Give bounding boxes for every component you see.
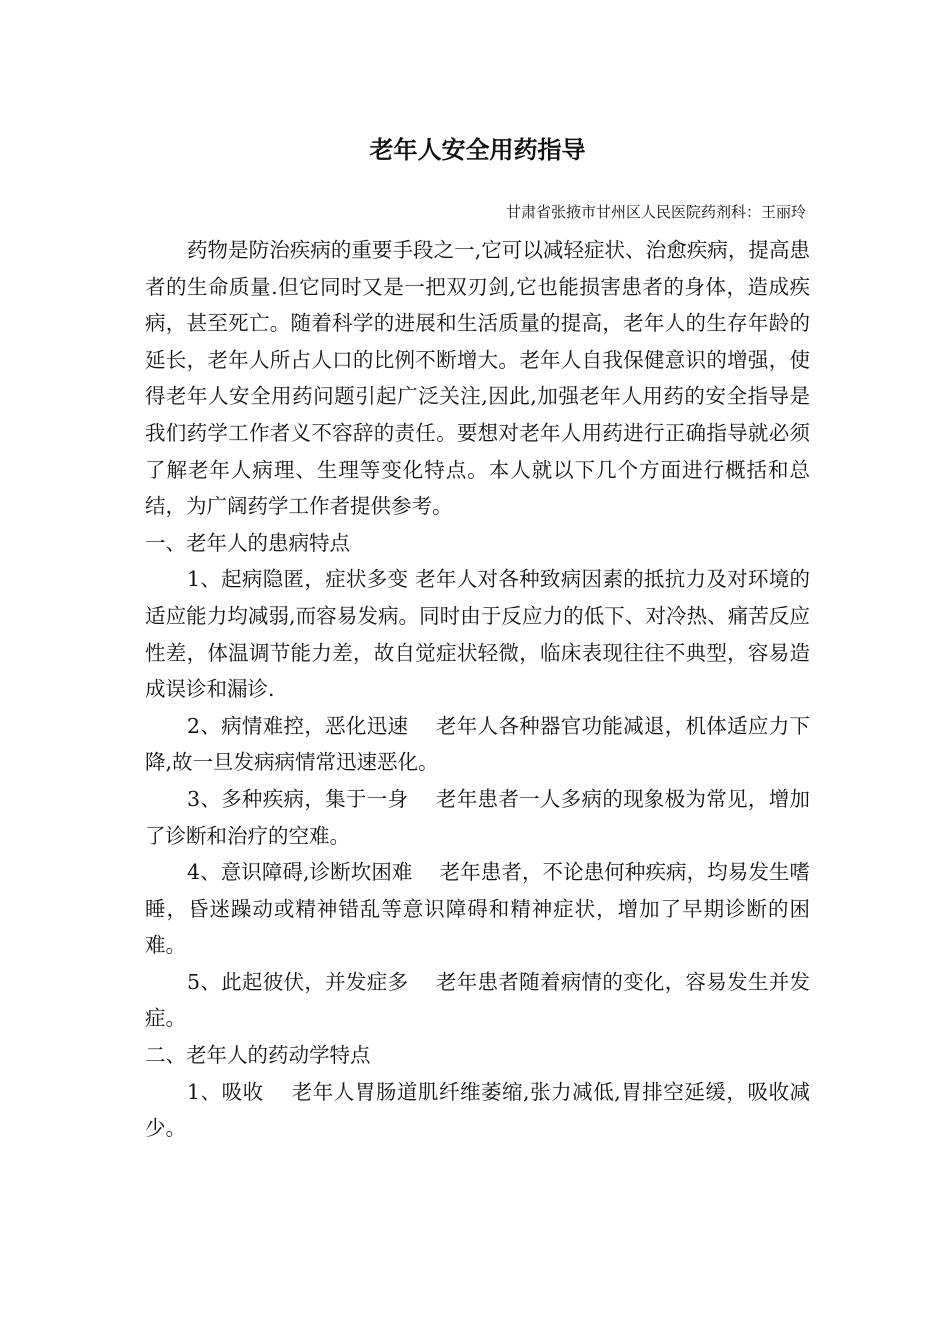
intro-paragraph: 药物是防治疾病的重要手段之一,它可以减轻症状、治愈疾病，提高患者的生命质量.但它同时又是一把双刃剑,它也能损害患者的身体，造成疾病，甚至死亡。随着科学的进展和生活质量的提高，老年人的生存年龄的延长，老年人所占人口的比例不断增大。老年人自我保健意识的增强，使得老年人安全用药问题引起广泛关注,因此,加强老年人用药的安全指导是我们药学工作者义不容辞的责任。要想对老年人用药进行正确指导就必须了解老年人病理、生理等变化特点。本人就以下几个方面进行概括和总结，为广阔药学工作者提供参考。: [145, 238, 810, 519]
list-item-paragraph: 4、意识障碍,诊断坎困难 老年患者，不论患何种疾病，均易发生嗜睡，昏迷躁动或精神错乱等意识障碍和精神症状，增加了早期诊断的困难。: [145, 860, 810, 958]
list-item-paragraph: 5、此起彼伏，并发症多 老年患者随着病情的变化，容易发生并发症。: [145, 969, 810, 1031]
section-heading-2: 二、老年人的药动学特点: [145, 1043, 371, 1068]
list-item-paragraph: 2、病情难控，恶化迅速 老年人各种器官功能减退，机体适应力下降,故一旦发病病情常迅速恶化。: [145, 713, 810, 775]
section-heading-1: 一、老年人的患病特点: [145, 530, 350, 555]
document-title: 老年人安全用药指导: [369, 135, 586, 164]
document-body: [145, 232, 810, 1147]
list-item-paragraph: 1、起病隐匿，症状多变 老年人对各种致病因素的抵抗力及对环境的适应能力均减弱,而容易发病。同时由于反应力的低下、对冷热、痛苦反应性差，体温调节能力差，故自觉症状轻微，临床表现往往不典型，容易造成误诊和漏诊.: [145, 567, 810, 702]
list-item-paragraph: 1、吸收 老年人胃肠道肌纤维萎缩,张力减低,胃排空延缓，吸收减少。: [145, 1079, 810, 1141]
list-item-paragraph: 3、多种疾病，集于一身 老年患者一人多病的现象极为常见，增加了诊断和治疗的空难。: [145, 786, 810, 848]
author-byline: 甘肃省张掖市甘州区人民医院药剂科：王丽玲: [505, 203, 806, 221]
document-page: [145, 130, 810, 1147]
